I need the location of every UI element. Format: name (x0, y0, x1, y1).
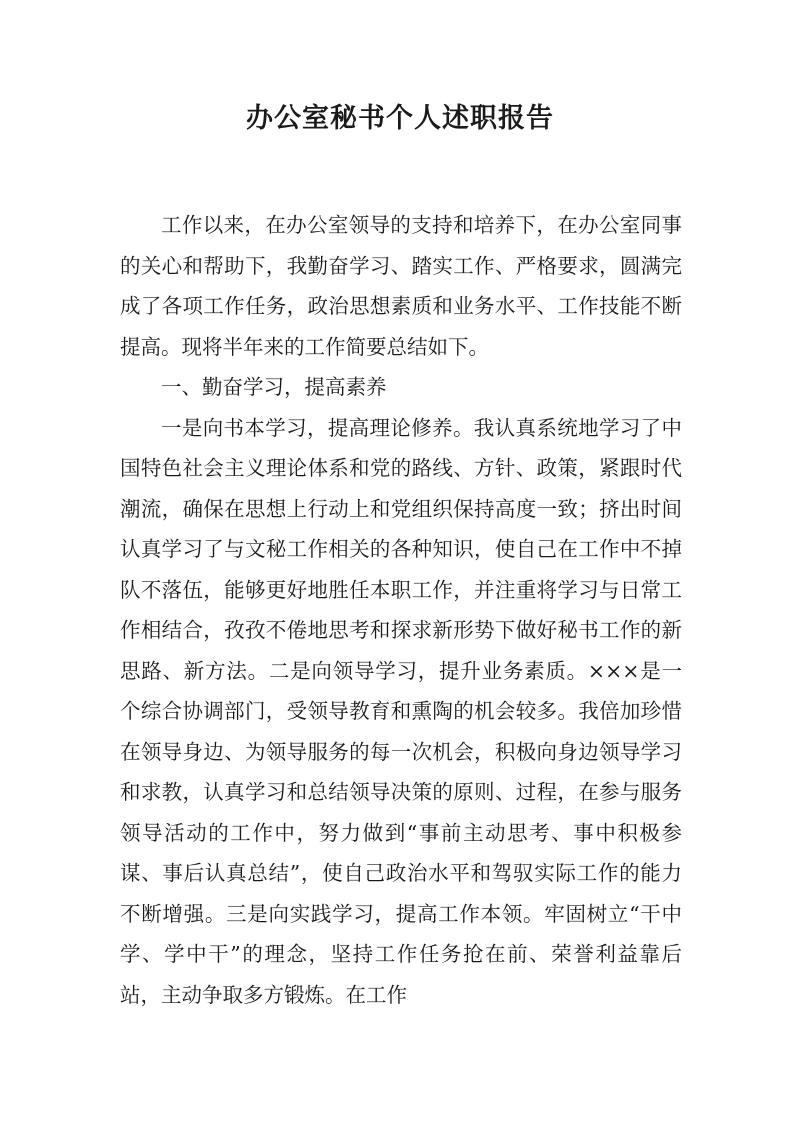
intro-paragraph: 工作以来，在办公室领导的支持和培养下，在办公室同事的关心和帮助下，我勤奋学习、踏实工作、严格要求，圆满完成了各项工作任务，政治思想素质和业务水平、工作技能不断提高。现将半年来的工作简要总结如下。 (120, 213, 682, 359)
section-1-paragraph: 一是向书本学习，提高理论修养。我认真系统地学习了中国特色社会主义理论体系和党的路线、方针、政策，紧跟时代潮流，确保在思想上行动上和党组织保持高度一致；挤出时间认真学习了与文秘工作相关的各种知识，使自己在工作中不掉队不落伍，能够更好地胜任本职工作，并注重将学习与日常工作相结合，孜孜不倦地思考和探求新形势下做好秘书工作的新思路、新方法。二是向领导学习，提升业务素质。×××是一个综合协调部门，受领导教育和熏陶的机会较多。我倍加珍惜在领导身边、为领导服务的每一次机会，积极向身边领导学习和求教，认真学习和总结领导决策的原则、过程，在参与服务领导活动的工作中，努力做到“事前主动思考、事中积极参谋、事后认真总结”，使自己政治水平和驾驭实际工作的能力不断增强。三是向实践学习，提高工作本领。牢固树立“干中学、学中干”的理念，坚持工作任务抢在前、荣誉利益靠后站，主动争取多方锻炼。在工作 (120, 415, 682, 1007)
document-body (120, 205, 682, 1015)
document-title: 办公室秘书个人述职报告 (246, 103, 554, 134)
section-1-heading: 一、勤奋学习，提高素养 (161, 375, 387, 399)
